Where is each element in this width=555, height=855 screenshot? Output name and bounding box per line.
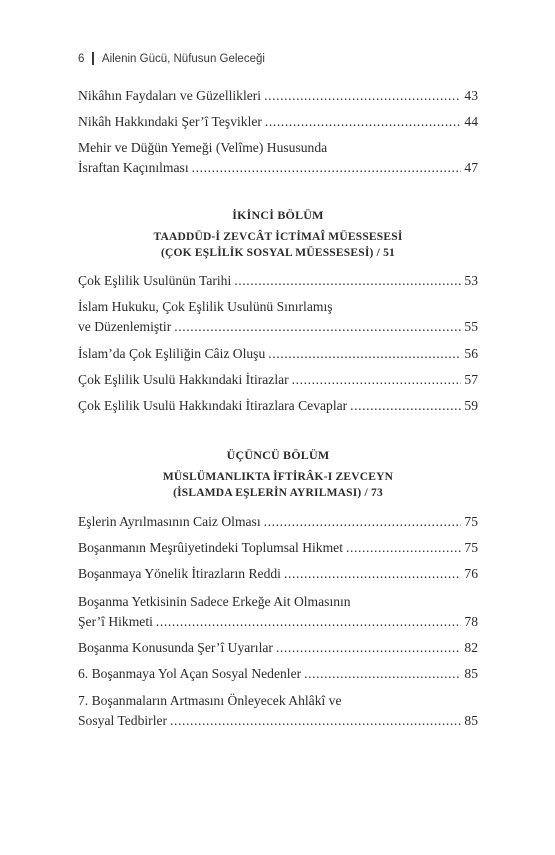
entry-title: 6. Boşanmaya Yol Açan Sosyal Nedenler [78, 666, 302, 681]
entry-title: Çok Eşlilik Usulünün Tarihi [78, 273, 232, 288]
leader-dots [156, 612, 462, 632]
toc-entry[interactable] [78, 564, 478, 584]
toc-entry[interactable] [78, 512, 478, 532]
entry-title: Boşanma Konusunda Şer’î Uyarılar [78, 640, 273, 655]
running-header [78, 52, 265, 65]
entry-title-cont: ve Düzenlemiştir [78, 319, 172, 334]
entry-page: 57 [464, 372, 478, 387]
entry-page: 44 [464, 114, 478, 129]
entry-title: Boşanmanın Meşrûiyetindeki Toplumsal Hikmet [78, 540, 343, 555]
section-subtitle: (ÇOK EŞLİLİK SOSYAL MÜESSESESİ) / 51 [161, 247, 395, 259]
entry-title: Çok Eşlilik Usulü Hakkındaki İtirazlara Cevaplar [78, 398, 348, 413]
leader-dots [170, 711, 461, 731]
toc-entry[interactable] [78, 691, 478, 731]
toc-entry[interactable] [78, 271, 478, 291]
book-title: Ailenin Gücü, Nüfusun Geleceği [101, 52, 265, 65]
leader-dots [264, 512, 462, 532]
toc-entry[interactable] [78, 396, 478, 416]
entry-page: 78 [464, 614, 478, 629]
entry-page: 85 [464, 666, 478, 681]
leader-dots [264, 86, 461, 106]
entry-title: Eşlerin Ayrılmasının Caiz Olması [78, 514, 261, 529]
page-number: 6 [78, 52, 85, 65]
toc-entry[interactable] [78, 344, 478, 364]
toc-entry[interactable] [78, 86, 478, 106]
toc-entry[interactable] [78, 638, 478, 658]
entry-title: Boşanmaya Yönelik İtirazların Reddi [78, 566, 281, 581]
entry-page: 56 [464, 346, 478, 361]
entry-page: 75 [464, 514, 478, 529]
entry-title: 7. Boşanmaların Artmasını Önleyecek Ahlâkî ve [78, 693, 342, 708]
entry-page: 43 [464, 88, 478, 103]
entry-title: Boşanma Yetkisinin Sadece Erkeğe Ait Olmasının [78, 594, 351, 609]
leader-dots [174, 317, 461, 337]
toc-entry[interactable] [78, 664, 478, 684]
leader-dots [346, 538, 461, 558]
header-divider [92, 52, 94, 65]
toc-entry[interactable] [78, 138, 478, 178]
entry-title-cont: İsraftan Kaçınılması [78, 160, 189, 175]
toc-entry[interactable] [78, 112, 478, 132]
entry-page: 59 [464, 398, 478, 413]
leader-dots [292, 370, 462, 390]
entry-title-cont: Sosyal Tedbirler [78, 713, 168, 728]
entry-page: 82 [464, 640, 478, 655]
entry-page: 47 [464, 160, 478, 175]
entry-title: Nikâhın Faydaları ve Güzellikleri [78, 88, 262, 103]
section-subtitle: (İSLAMDA EŞLERİN AYRILMASI) / 73 [173, 487, 383, 499]
leader-dots [265, 112, 461, 132]
toc-entry[interactable] [78, 538, 478, 558]
leader-dots [268, 344, 461, 364]
toc-entry[interactable] [78, 592, 478, 632]
entry-page: 85 [464, 713, 478, 728]
leader-dots [192, 158, 462, 178]
entry-title: İslam’da Çok Eşliliğin Câiz Oluşu [78, 346, 266, 361]
leader-dots [234, 271, 461, 291]
section-title: MÜSLÜMANLIKTA İFTİRÂK-I ZEVCEYN [162, 471, 394, 483]
toc-entry[interactable] [78, 370, 478, 390]
entry-page: 76 [464, 566, 478, 581]
leader-dots [284, 564, 461, 584]
leader-dots [276, 638, 461, 658]
section-heading: ÜÇÜNCÜ BÖLÜM [226, 448, 330, 462]
entry-title: Mehir ve Düğün Yemeği (Velîme) Hususunda [78, 140, 328, 155]
entry-page: 55 [464, 319, 478, 334]
section-heading: İKİNCİ BÖLÜM [232, 208, 324, 222]
section-title: TAADDÜD-İ ZEVCÂT İCTİMAÎ MÜESSESESİ [153, 231, 403, 243]
leader-dots [304, 664, 461, 684]
entry-title-cont: Şer’î Hikmeti [78, 614, 153, 629]
leader-dots [350, 396, 461, 416]
entry-title: İslam Hukuku, Çok Eşlilik Usulünü Sınırlamış [78, 299, 333, 314]
entry-page: 53 [464, 273, 478, 288]
entry-title: Nikâh Hakkındaki Şer’î Teşvikler [78, 114, 262, 129]
entry-page: 75 [464, 540, 478, 555]
entry-title: Çok Eşlilik Usulü Hakkındaki İtirazlar [78, 372, 289, 387]
toc-entry[interactable] [78, 297, 478, 337]
